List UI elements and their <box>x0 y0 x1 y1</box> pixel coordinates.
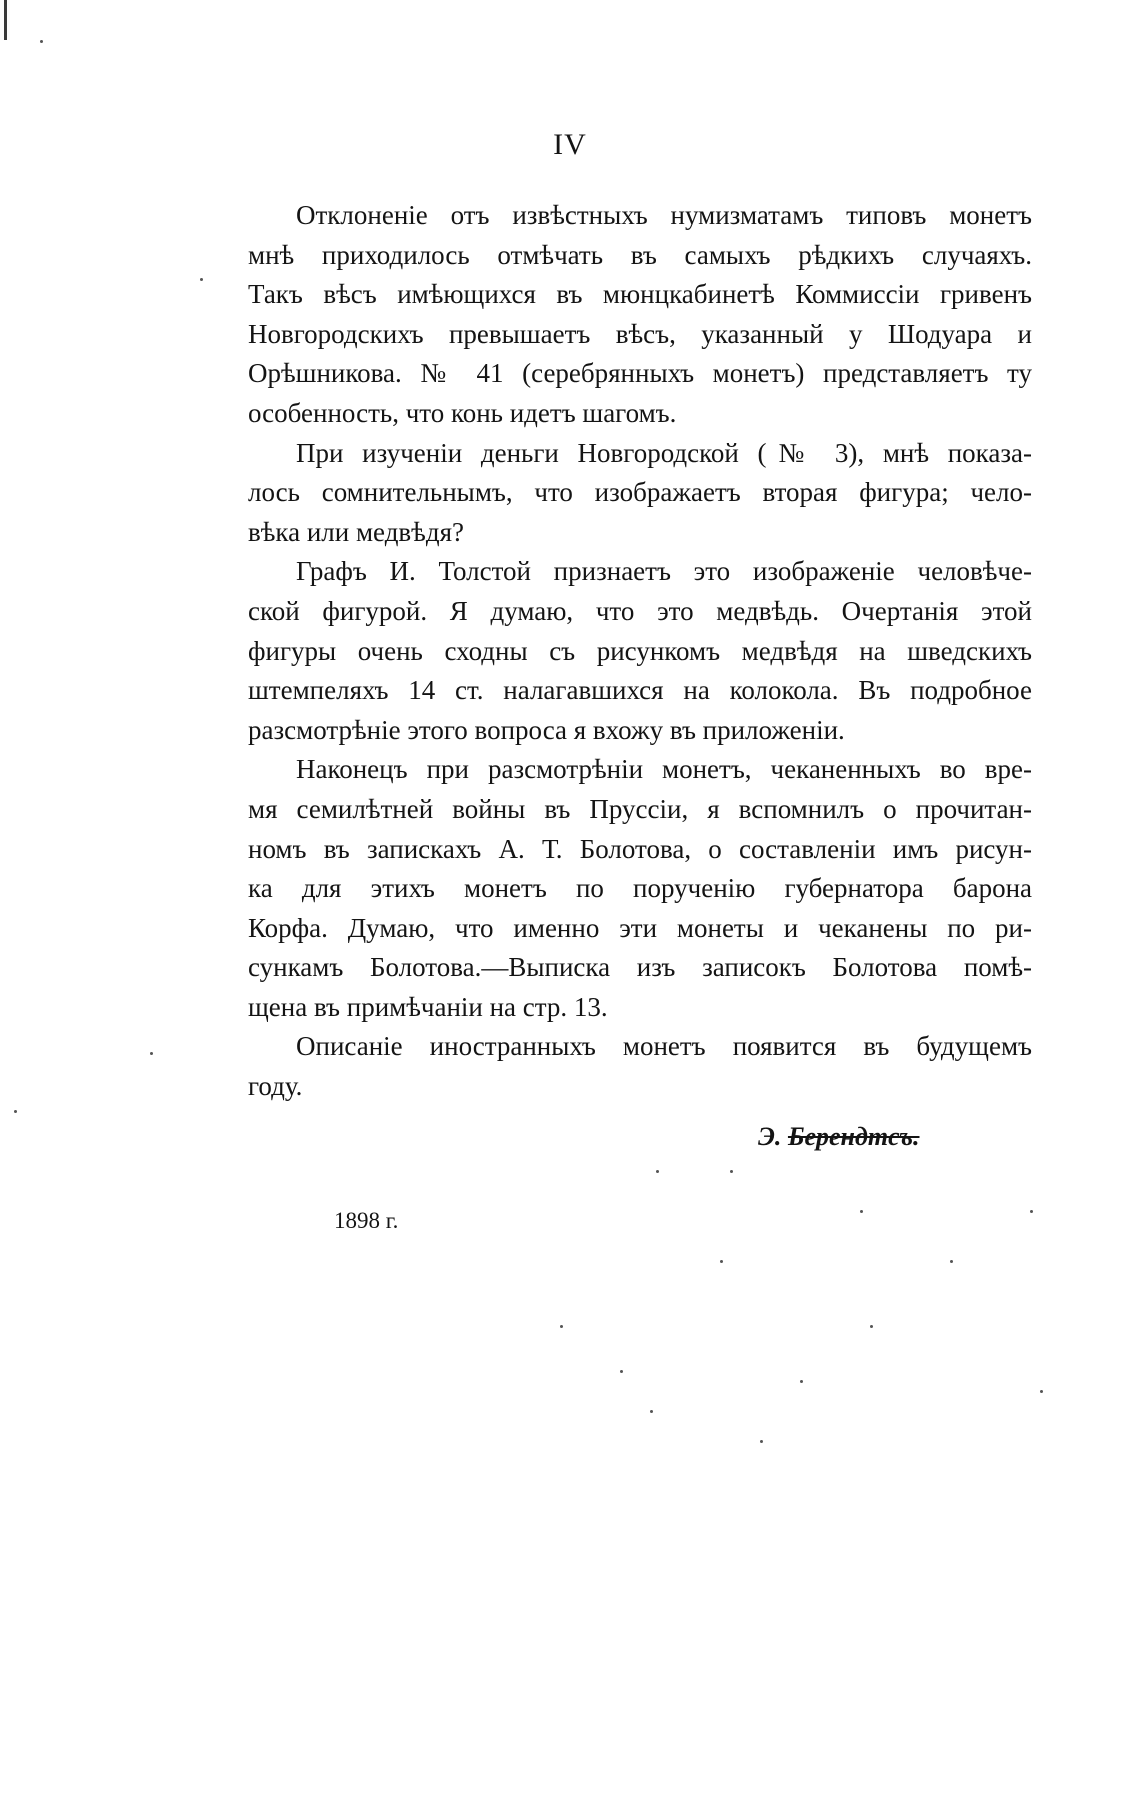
scan-speck <box>720 1260 723 1263</box>
text-line: особенность, что конь идетъ шагомъ. <box>248 397 677 428</box>
scan-speck <box>200 278 203 281</box>
scan-speck <box>656 1170 659 1173</box>
text-line: Графъ И. Толстой признаетъ это изображеніе человѣче- <box>296 556 1032 587</box>
scan-speck <box>40 40 43 43</box>
scan-speck <box>650 1410 653 1413</box>
scan-speck <box>950 1260 953 1263</box>
text-line: Орѣшникова. № 41 (серебрянныхъ монетъ) представляетъ ту <box>248 358 1032 389</box>
page-number: IV <box>553 128 587 161</box>
paragraph-5 <box>248 1027 1032 1106</box>
author-signature <box>758 1122 920 1152</box>
text-line: мя семилѣтней войны въ Пруссіи, я вспомнилъ о прочитан- <box>248 793 1032 824</box>
text-line: году. <box>248 1071 303 1102</box>
text-line: мнѣ приходилось отмѣчать въ самыхъ рѣдкихъ случаяхъ. <box>248 239 1032 270</box>
text-line: щена въ примѣчаніи на стр. 13. <box>248 991 608 1022</box>
paragraph-1 <box>248 196 1032 434</box>
text-line: Описаніе иностранныхъ монетъ появится въ будущемъ <box>296 1031 1032 1062</box>
paragraph-4 <box>248 750 1032 1027</box>
text-line: номъ въ запискахъ А. Т. Болотова, о составленіи имъ рисун- <box>248 833 1032 864</box>
scan-speck <box>730 1170 733 1173</box>
scan-speck <box>150 1052 153 1055</box>
text-line: ка для этихъ монетъ по порученію губернатора барона <box>248 873 1032 904</box>
scan-speck <box>620 1370 623 1373</box>
scan-speck <box>800 1380 803 1383</box>
text-line: лось сомнительнымъ, что изображаетъ вторая фигура; чело- <box>248 477 1032 508</box>
text-line: штемпеляхъ 14 ст. налагавшихся на колокола. Въ подробное <box>248 675 1032 706</box>
text-line: ской фигурой. Я думаю, что это медвѣдь. Очертанія этой <box>248 595 1032 626</box>
text-line: При изученіи деньги Новгородской (№ 3), мнѣ показа- <box>296 437 1032 468</box>
scan-speck <box>1040 1390 1043 1393</box>
text-line: Наконецъ при разсмотрѣніи монетъ, чеканенныхъ во вре- <box>296 754 1032 785</box>
signature-name: Берендтсъ. <box>787 1122 920 1151</box>
text-line: Отклоненіе отъ извѣстныхъ нумизматамъ типовъ монетъ <box>296 200 1032 230</box>
scan-edge-mark <box>4 0 7 40</box>
text-line: сункамъ Болотова.—Выписка изъ записокъ Болотова помѣ- <box>248 952 1032 983</box>
text-line: фигуры очень сходны съ рисункомъ медвѣдя на шведскихъ <box>248 635 1032 666</box>
scan-speck <box>760 1440 763 1443</box>
scan-speck <box>1030 1210 1033 1213</box>
publication-date: 1898 г. <box>334 1208 399 1233</box>
paragraph-3 <box>248 552 1032 750</box>
text-line: разсмотрѣніе этого вопроса я вхожу въ приложеніи. <box>248 714 845 745</box>
scan-speck <box>14 1110 17 1113</box>
scan-speck <box>560 1325 563 1328</box>
text-line: Новгородскихъ превышаетъ вѣсъ, указанный у Шодуара и <box>248 318 1032 349</box>
paragraph-2 <box>248 434 1032 553</box>
signature-initial: Э. <box>758 1122 782 1151</box>
scan-speck <box>860 1210 863 1213</box>
text-line: Такъ вѣсъ имѣющихся въ мюнцкабинетѣ Коммиссіи гривенъ <box>248 279 1032 310</box>
text-line: Корфа. Думаю, что именно эти монеты и чеканены по ри- <box>248 912 1032 943</box>
text-line: вѣка или медвѣдя? <box>248 516 464 547</box>
scan-speck <box>870 1325 873 1328</box>
body-text <box>248 196 1032 1107</box>
